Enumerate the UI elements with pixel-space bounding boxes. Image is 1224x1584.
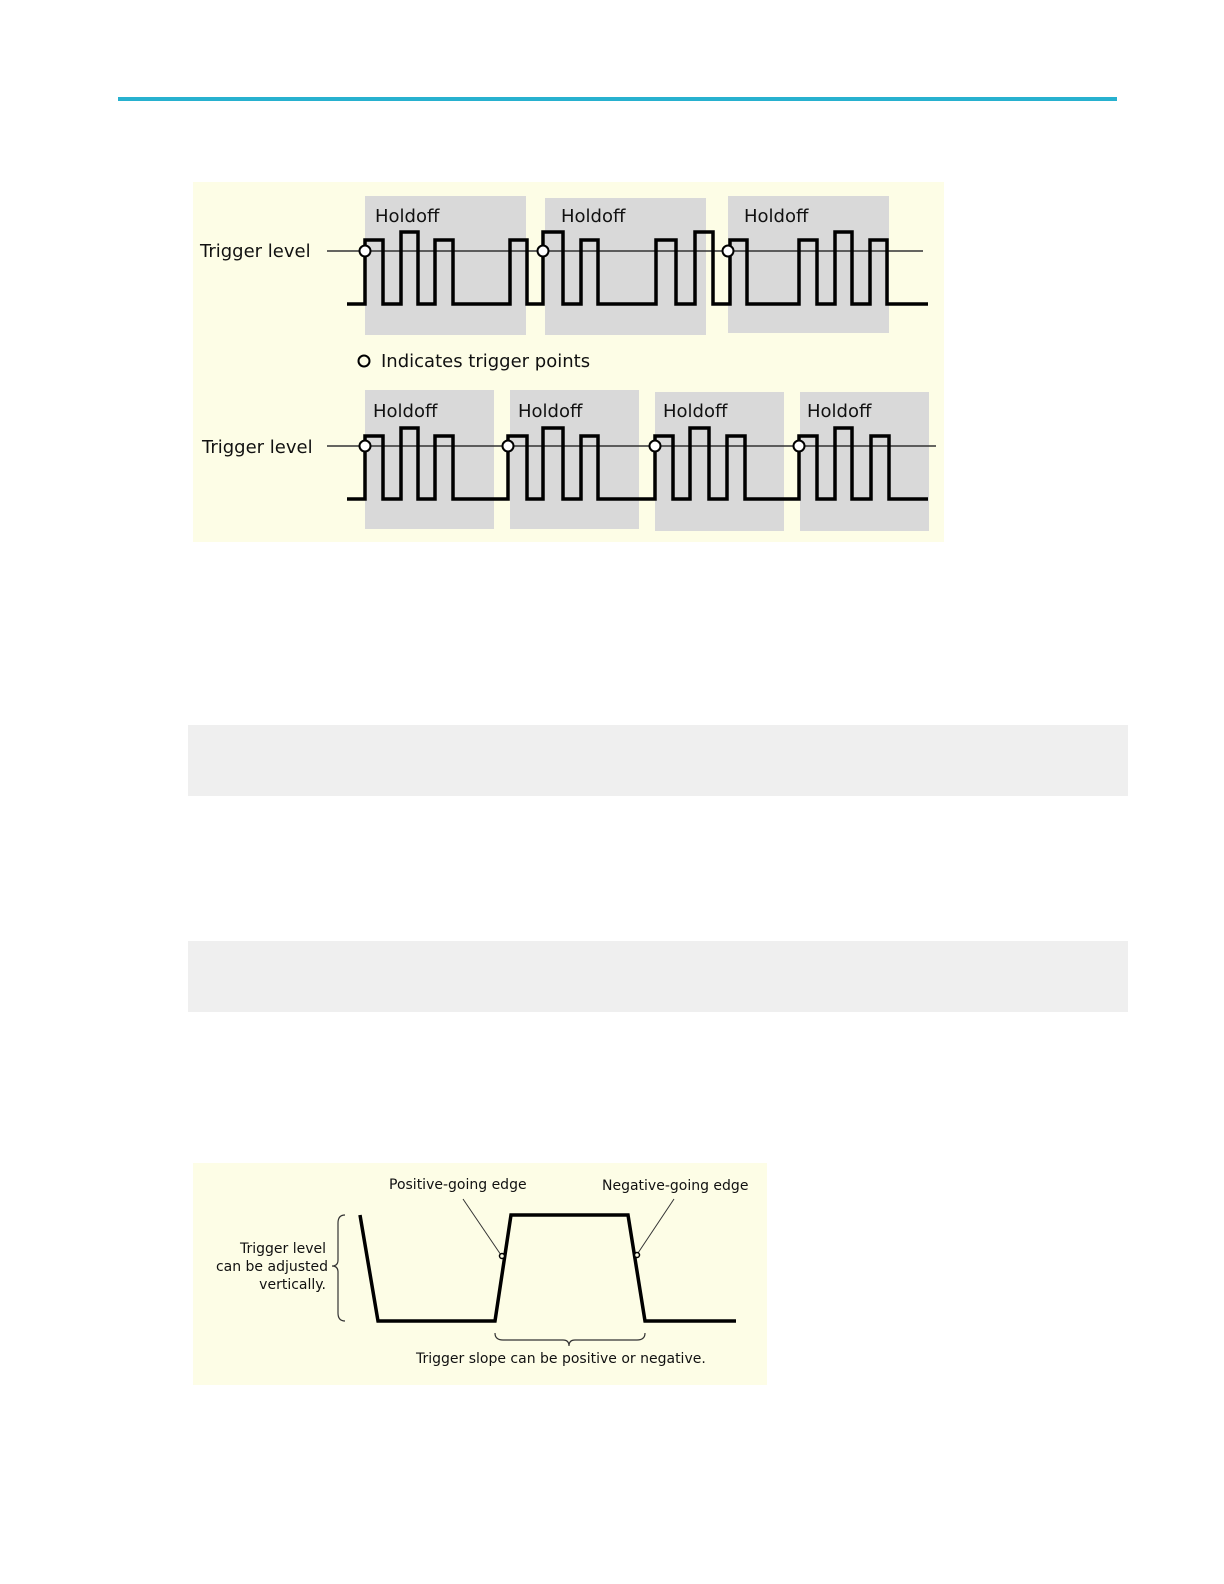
trigger-point-marker	[503, 441, 514, 452]
holdoff-label: Holdoff	[744, 206, 809, 227]
trigger-level-label: Trigger level	[202, 437, 313, 458]
trigger-slope-diagram	[193, 1163, 767, 1385]
negative-edge-pointer	[638, 1199, 674, 1253]
header-rule	[118, 97, 1117, 101]
legend-trigger-icon	[359, 356, 370, 367]
slope-note: Trigger slope can be positive or negative.	[416, 1351, 706, 1367]
level-note-line: vertically.	[259, 1277, 326, 1293]
level-note-line: can be adjusted	[215, 1259, 328, 1275]
holdoff-label: Holdoff	[375, 206, 440, 227]
trigger-point-marker	[723, 246, 734, 257]
negative-edge-trigger-point	[635, 1253, 640, 1258]
slope-brace	[495, 1333, 645, 1346]
holdoff-label: Holdoff	[663, 401, 728, 422]
trigger-point-marker	[360, 441, 371, 452]
trigger-point-marker	[360, 246, 371, 257]
holdoff-label: Holdoff	[518, 401, 583, 422]
note-box	[188, 941, 1128, 1012]
trigger-point-marker	[538, 246, 549, 257]
trigger-point-marker	[650, 441, 661, 452]
positive-edge-label: Positive-going edge	[389, 1177, 527, 1193]
legend-text: Indicates trigger points	[381, 351, 591, 372]
holdoff-diagram	[193, 182, 944, 542]
level-brace	[332, 1215, 345, 1321]
positive-edge-pointer	[463, 1199, 501, 1255]
note-box	[188, 725, 1128, 796]
positive-edge-trigger-point	[500, 1254, 505, 1259]
slope-waveform	[360, 1215, 736, 1321]
negative-edge-label: Negative-going edge	[602, 1178, 749, 1194]
trigger-point-marker	[794, 441, 805, 452]
level-note-line: Trigger level	[239, 1241, 326, 1257]
holdoff-label: Holdoff	[807, 401, 872, 422]
holdoff-label: Holdoff	[373, 401, 438, 422]
holdoff-label: Holdoff	[561, 206, 626, 227]
trigger-level-label: Trigger level	[200, 241, 311, 262]
